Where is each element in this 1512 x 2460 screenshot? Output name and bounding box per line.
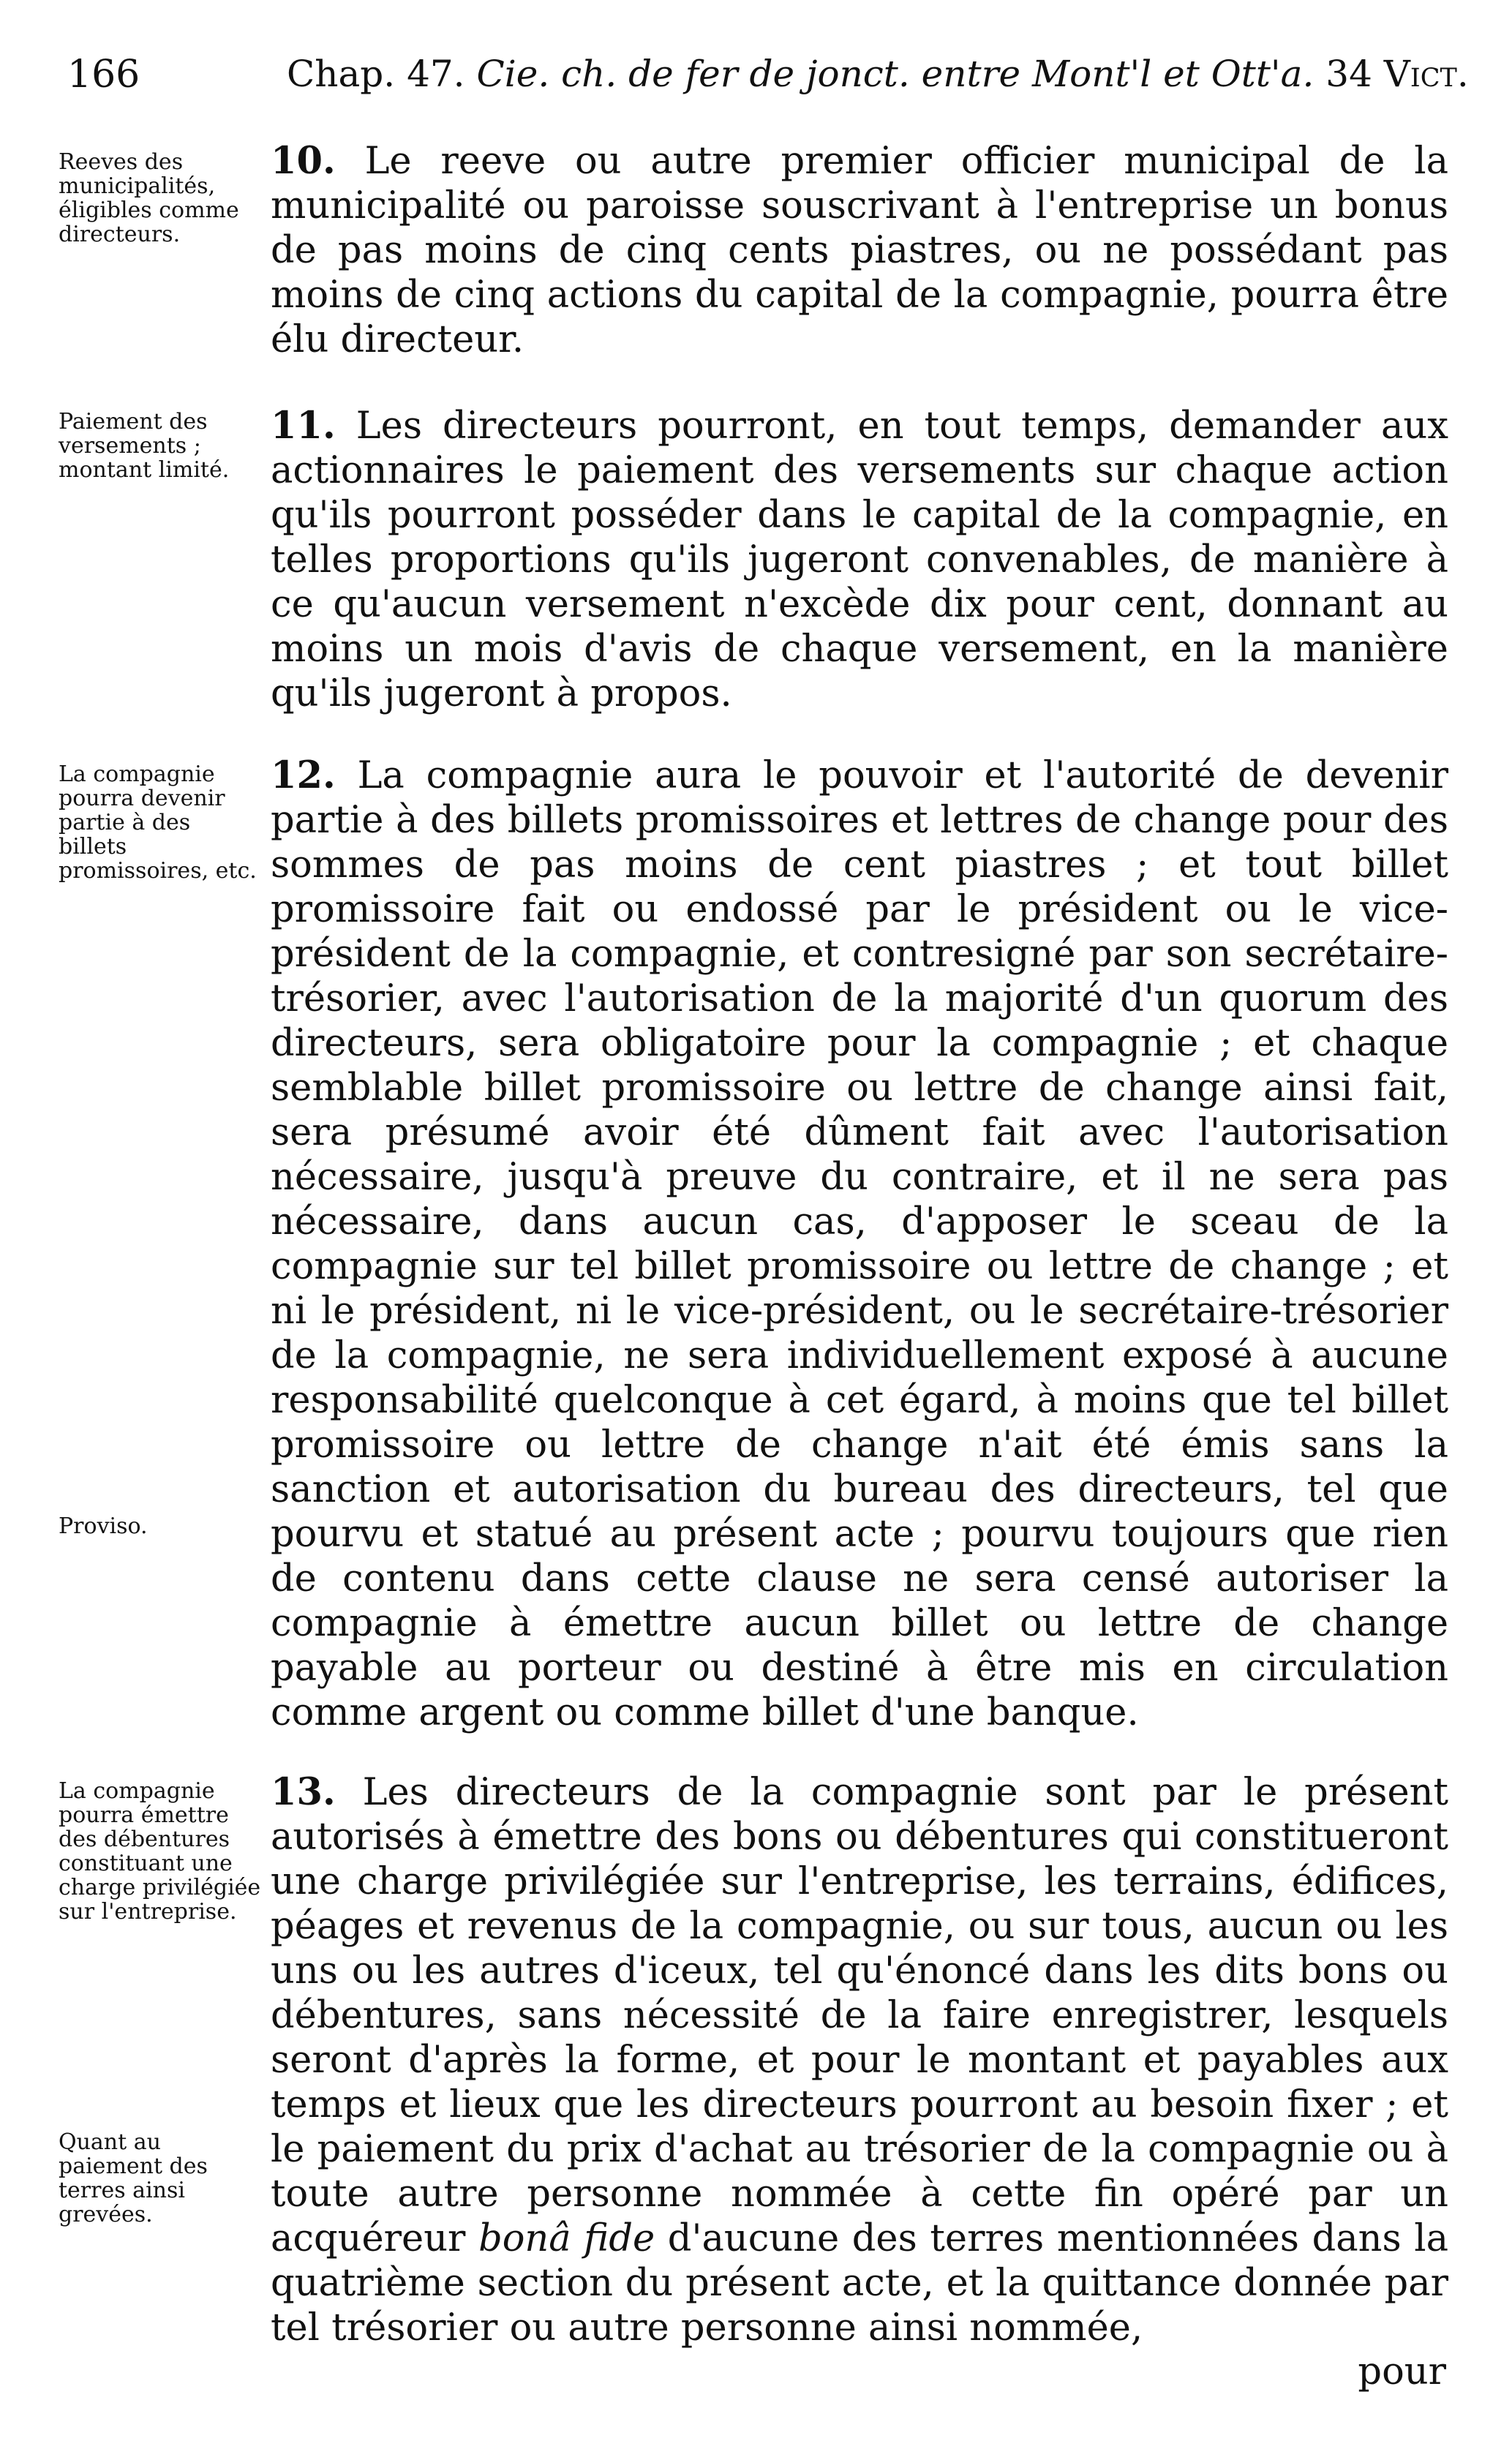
catchword: pour: [1358, 2350, 1446, 2393]
margin-note-reeves: Reeves des municipalités, éligibles comme directeurs.: [59, 149, 239, 247]
section-text-after: d'aucune des terres mentionnées dans la quatrième section du présent acte, et la quittance donnée par tel trésorier ou autre personne ainsi nommée,: [271, 2217, 1448, 2350]
section-text-before: Les directeurs de la compagnie sont par le présent autorisés à émettre des bons ou débentures qui constitueront une charge privilégiée sur l'entreprise, les terrains, édifices, péages et revenus de la compagnie, ou sur tous, aucun ou les uns ou les autres d'iceux, tel qu'énoncé dans les dits bons ou débentures, sans nécessité de la faire enregistrer, lesquels seront d'après la forme, et pour le montant et payables aux temps et lieux que les directeurs pourront au besoin fixer ; et le paiement du prix d'achat au trésorier de la compagnie ou à toute autre personne nommée à cette fin opéré par un acquéreur: [271, 1771, 1449, 2260]
section-text: Les directeurs pourront, en tout temps, demander aux actionnaires le paiement des versements sur chaque action qu'ils pourront posséder dans le capital de la compagnie, en telles proportions qu'ils jugeront convenables, de manière à ce qu'aucun versement n'excède dix pour cent, donnant au moins un mois d'avis de chaque versement, en la manière qu'ils jugeront à propos.: [271, 405, 1448, 715]
section-13: [271, 1770, 1448, 2350]
running-header: [67, 53, 1469, 111]
margin-note-proviso: Proviso.: [59, 1513, 148, 1539]
section-number: 11.: [271, 404, 336, 448]
title-italic: Cie. ch. de fer de jonct. entre Mont'l et Ott'a.: [476, 53, 1314, 95]
page-number: 166: [67, 53, 140, 97]
section-text: Le reeve ou autre premier officier municipal de la municipalité ou paroisse souscrivant à l'entreprise un bonus de pas moins de cinq cents piastres, ou ne possédant pas moins de cinq actions du capital de la compagnie, pourra être élu directeur.: [271, 140, 1449, 361]
section-10: [271, 139, 1448, 362]
year-label: 34 Vict.: [1325, 53, 1469, 95]
section-number: 12.: [271, 753, 336, 797]
margin-note-paiement: Paiement des versements ; montant limité.: [59, 409, 230, 483]
section-11: [271, 404, 1448, 716]
section-number: 10.: [271, 139, 336, 183]
running-title: [287, 53, 1469, 95]
section-text: La compagnie aura le pouvoir et l'autorité de devenir partie à des billets promissoires et lettres de change pour des sommes de pas moins de cent piastres ; et tout billet promissoire fait ou endossé par le président ou le vice-président de la compagnie, et contresigné par son secrétaire-trésorier, avec l'autorisation de la majorité d'un quorum des directeurs, sera obligatoire pour la compagnie ; et chaque semblable billet promissoire ou lettre de change ainsi fait, sera présumé avoir été dûment fait avec l'autorisation nécessaire, jusqu'à preuve du contraire, et il ne sera pas nécessaire, dans aucun cas, d'apposer le sceau de la compagnie sur tel billet promissoire ou lettre de change ; et ni le président, ni le vice-président, ou le secrétaire-trésorier de la compagnie, ne sera individuellement exposé à aucune responsabilité quelconque à cet égard, à moins que tel billet promissoire ou lettre de change n'ait été émis sans la sanction et autorisation du bureau des directeurs, tel que pourvu et statué au présent acte ; pourvu toujours que rien de contenu dans cette clause ne sera censé autoriser la compagnie à émettre aucun billet ou lettre de change payable au porteur ou destiné à être mis en circulation comme argent ou comme billet d'une banque.: [271, 754, 1449, 1734]
section-italic-phrase: bonâ fide: [478, 2217, 655, 2260]
section-number: 13.: [271, 1770, 336, 1814]
chapter-label: Chap. 47.: [287, 53, 465, 95]
section-12: [271, 753, 1448, 1735]
margin-note-terres: Quant au paiement des terres ainsi grevées.: [59, 2129, 208, 2227]
margin-note-debentures: La compagnie pourra émettre des débentures constituant une charge privilégiée sur l'entreprise.: [59, 1778, 261, 1925]
margin-note-billets: La compagnie pourra devenir partie à des billets promissoires, etc.: [59, 761, 257, 884]
